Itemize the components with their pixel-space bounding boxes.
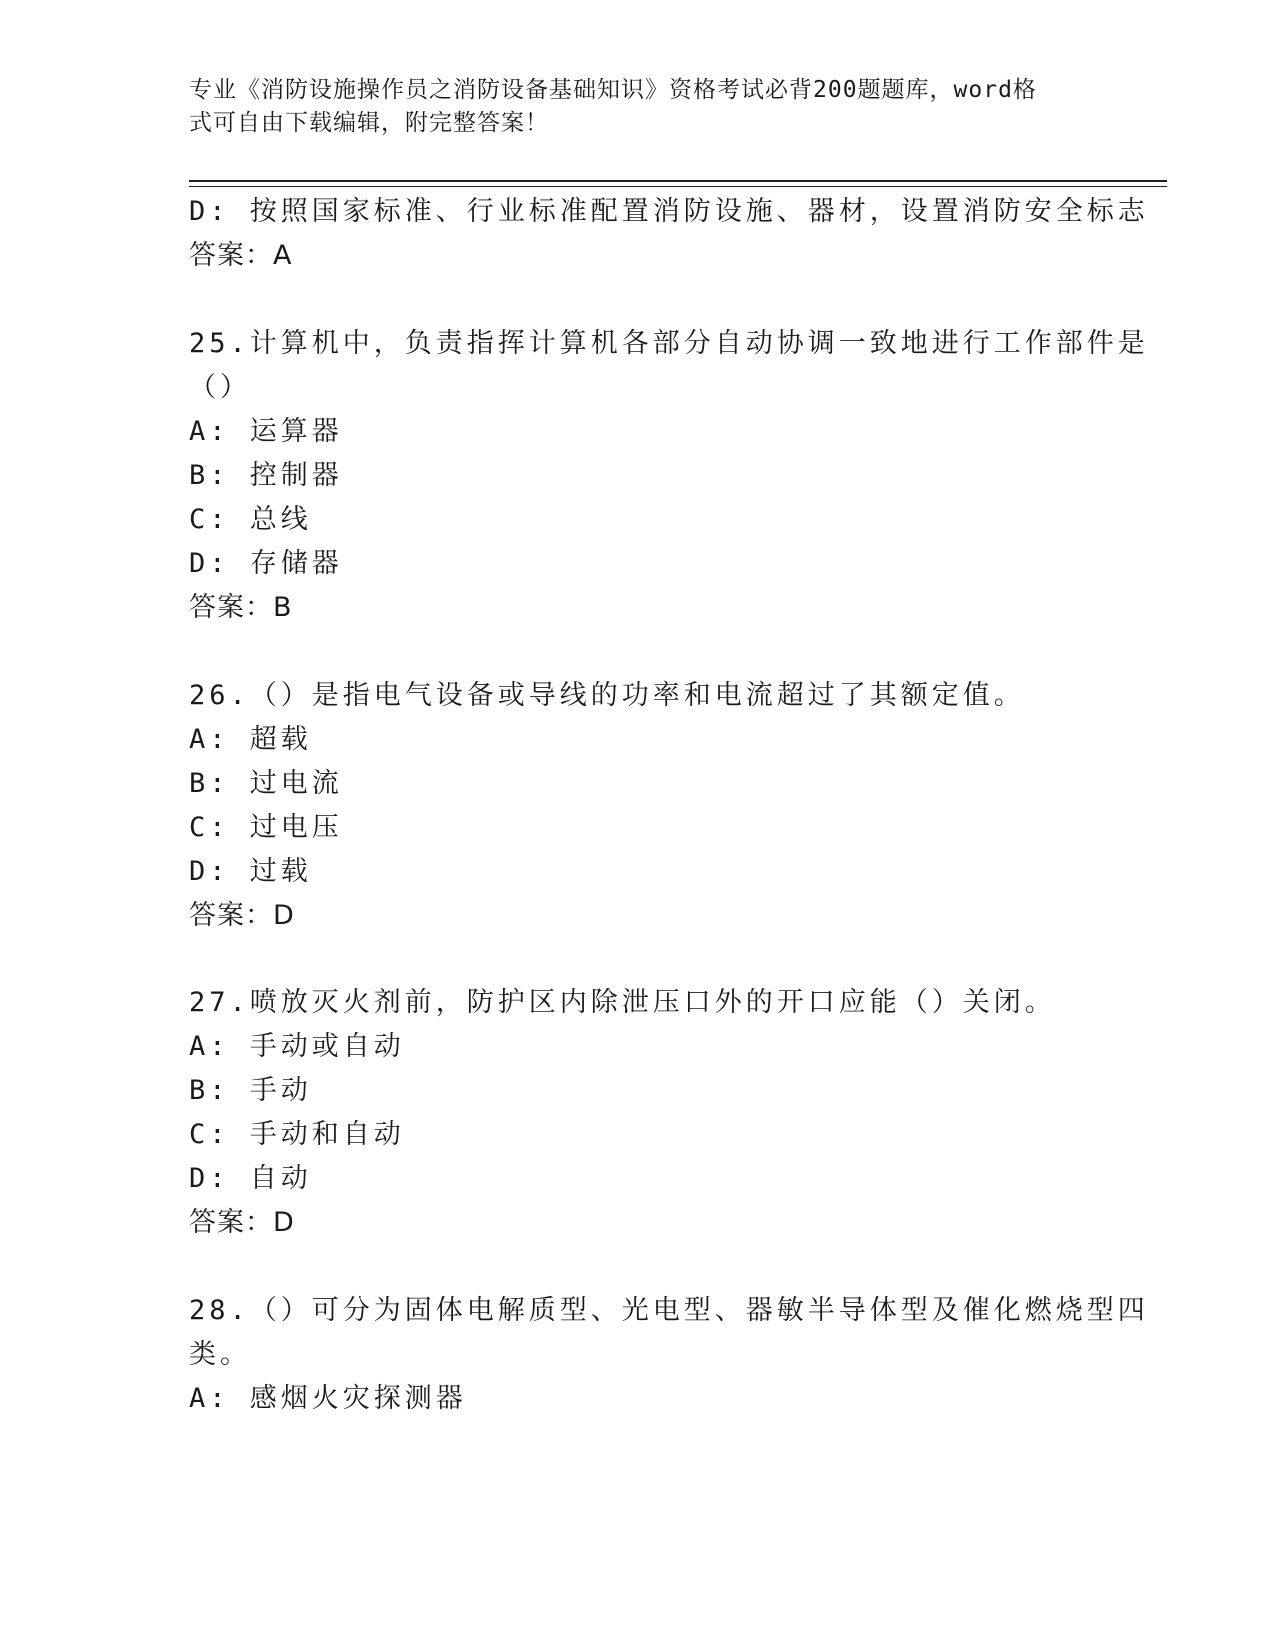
q26-answer: 答案：D (189, 900, 295, 931)
q25-option-d: D: 存储器 (189, 548, 343, 579)
q26-option-b: B: 过电流 (189, 768, 343, 799)
q27-answer: 答案：D (189, 1207, 295, 1238)
q25-option-c: C: 总线 (189, 504, 312, 535)
q25-stem-line-2: （） (189, 372, 251, 403)
q26-option-d: D: 过载 (189, 856, 312, 887)
q27-stem: 27.喷放灭火剂前，防护区内除泄压口外的开口应能（）关闭。 (189, 987, 1056, 1018)
prev-option-d: D: 按照国家标准、行业标准配置消防设施、器材，设置消防安全标志 (189, 196, 1149, 227)
q25-option-a: A: 运算器 (189, 416, 343, 447)
header-divider-thin (189, 186, 1167, 187)
q27-option-c: C: 手动和自动 (189, 1119, 405, 1150)
q26-option-c: C: 过电压 (189, 812, 343, 843)
header-divider-thick (189, 180, 1167, 182)
q27-option-d: D: 自动 (189, 1163, 312, 1194)
prev-answer: 答案：A (189, 240, 293, 271)
q25-option-b: B: 控制器 (189, 460, 343, 491)
q27-option-b: B: 手动 (189, 1075, 312, 1106)
document-header (189, 74, 1069, 140)
q25-answer: 答案：B (189, 592, 293, 623)
q28-option-a: A: 感烟火灾探测器 (189, 1383, 467, 1414)
q26-stem: 26.（）是指电气设备或导线的功率和电流超过了其额定值。 (189, 680, 1025, 711)
header-line-2: 式可自由下载编辑，附完整答案！ (189, 110, 549, 136)
q28-stem-line-2: 类。 (189, 1339, 251, 1370)
q26-option-a: A: 超载 (189, 724, 312, 755)
header-line-1: 专业《消防设施操作员之消防设备基础知识》资格考试必背200题题库，word格 (189, 77, 1037, 103)
q28-stem-line-1: 28.（）可分为固体电解质型、光电型、器敏半导体型及催化燃烧型四 (189, 1295, 1149, 1326)
q27-option-a: A: 手动或自动 (189, 1031, 405, 1062)
q25-stem-line-1: 25.计算机中，负责指挥计算机各部分自动协调一致地进行工作部件是 (189, 328, 1149, 359)
